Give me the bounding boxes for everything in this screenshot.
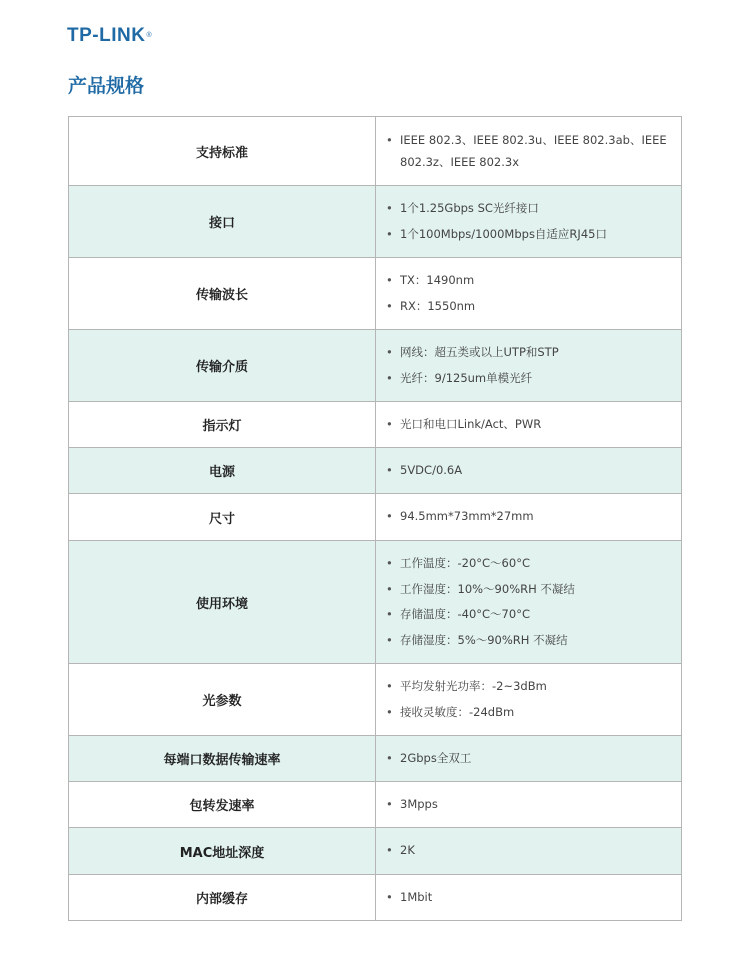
bullet-icon: •: [386, 370, 393, 385]
spec-values: [376, 186, 682, 258]
spec-row: [69, 664, 682, 736]
spec-values: [376, 828, 682, 875]
spec-value-text: 平均发射光功率：-2~3dBm: [400, 679, 547, 693]
spec-row: [69, 782, 682, 828]
spec-value-item: [386, 674, 681, 700]
spec-row: [69, 402, 682, 448]
spec-row: [69, 258, 682, 330]
spec-row: [69, 117, 682, 186]
spec-row: [69, 875, 682, 921]
spec-label: 每端口数据传输速率: [69, 736, 376, 782]
spec-value-item: [386, 129, 681, 173]
spec-value-item: [386, 700, 681, 726]
spec-value-text: 3Mpps: [400, 796, 438, 811]
spec-values: [376, 541, 682, 664]
spec-value-text: RX：1550nm: [400, 298, 476, 313]
bullet-icon: •: [386, 509, 393, 524]
spec-value-item: [386, 628, 681, 654]
spec-value-text: 5VDC/0.6A: [400, 462, 463, 477]
spec-values: [376, 258, 682, 330]
spec-values: [376, 736, 682, 782]
bullet-icon: •: [386, 345, 393, 359]
bullet-icon: •: [386, 704, 393, 719]
spec-label: 传输波长: [69, 258, 376, 330]
spec-value-item: [386, 268, 681, 294]
spec-row: [69, 186, 682, 258]
spec-value-text: 接收灵敏度：-24dBm: [400, 704, 515, 719]
bullet-icon: •: [386, 462, 393, 477]
bullet-icon: •: [386, 632, 393, 647]
bullet-icon: •: [386, 133, 393, 147]
bullet-icon: •: [386, 416, 393, 431]
spec-values: [376, 448, 682, 494]
spec-value-text: 2Gbps全双工: [400, 750, 472, 765]
section-title: 产品规格: [68, 75, 145, 97]
spec-value-text: 存储温度：-40°C～70°C: [400, 607, 530, 621]
spec-values: [376, 402, 682, 448]
spec-label: 包转发速率: [69, 782, 376, 828]
spec-value-text: 光纤：9/125um单模光纤: [400, 370, 533, 385]
spec-row: [69, 494, 682, 541]
spec-value-text: 工作湿度：10%～90%RH 不凝结: [400, 581, 575, 596]
spec-values: [376, 782, 682, 828]
bullet-icon: •: [386, 889, 393, 904]
spec-row: [69, 330, 682, 402]
spec-value-text: 光口和电口Link/Act、PWR: [400, 416, 542, 431]
tp-link-logo: TP-LINK®: [67, 25, 153, 46]
spec-value-text: 存储湿度：5%～90%RH 不凝结: [400, 632, 568, 647]
spec-row: [69, 541, 682, 664]
spec-values: [376, 117, 682, 186]
spec-value-text: IEEE 802.3、IEEE 802.3u、IEEE 802.3ab、IEEE 802.3z、IEEE 802.3x: [400, 133, 667, 169]
bullet-icon: •: [386, 679, 393, 693]
spec-value-text: 1Mbit: [400, 889, 433, 904]
spec-label: 指示灯: [69, 402, 376, 448]
spec-label: 支持标准: [69, 117, 376, 186]
spec-row: [69, 828, 682, 875]
spec-value-text: 2K: [400, 843, 415, 858]
spec-value-item: [386, 577, 681, 603]
spec-values: [376, 664, 682, 736]
bullet-icon: •: [386, 750, 393, 765]
bullet-icon: •: [386, 843, 393, 858]
spec-label: 内部缓存: [69, 875, 376, 921]
spec-value-item: [386, 222, 681, 248]
spec-values: [376, 494, 682, 541]
bullet-icon: •: [386, 201, 393, 215]
bullet-icon: •: [386, 226, 393, 241]
spec-value-text: 工作温度：-20°C～60°C: [400, 556, 530, 570]
spec-value-text: TX：1490nm: [400, 273, 475, 287]
spec-value-text: 1个1.25Gbps SC光纤接口: [400, 201, 539, 215]
spec-value-item: [386, 602, 681, 628]
spec-value-text: 1个100Mbps/1000Mbps自适应RJ45口: [400, 226, 607, 241]
spec-row: [69, 736, 682, 782]
bullet-icon: •: [386, 796, 393, 811]
bullet-icon: •: [386, 298, 393, 313]
spec-table-body: [69, 117, 682, 921]
spec-value-text: 94.5mm*73mm*27mm: [400, 509, 534, 524]
spec-value-item: [386, 366, 681, 392]
bullet-icon: •: [386, 581, 393, 596]
spec-value-item: [386, 885, 681, 911]
spec-label: 传输介质: [69, 330, 376, 402]
spec-label: 电源: [69, 448, 376, 494]
spec-value-item: [386, 412, 681, 438]
spec-values: [376, 330, 682, 402]
spec-value-item: [386, 551, 681, 577]
spec-label: 使用环境: [69, 541, 376, 664]
spec-values: [376, 875, 682, 921]
spec-label: MAC地址深度: [69, 828, 376, 875]
spec-value-item: [386, 746, 681, 772]
spec-value-text: 网线：超五类或以上UTP和STP: [400, 345, 559, 359]
spec-table: [68, 116, 682, 921]
spec-row: [69, 448, 682, 494]
bullet-icon: •: [386, 607, 393, 621]
spec-value-item: [386, 340, 681, 366]
spec-value-item: [386, 504, 681, 530]
spec-value-item: [386, 196, 681, 222]
spec-label: 光参数: [69, 664, 376, 736]
spec-label: 尺寸: [69, 494, 376, 541]
bullet-icon: •: [386, 273, 393, 287]
spec-label: 接口: [69, 186, 376, 258]
bullet-icon: •: [386, 556, 393, 570]
spec-value-item: [386, 458, 681, 484]
spec-value-item: [386, 294, 681, 320]
spec-value-item: [386, 838, 681, 864]
spec-value-item: [386, 792, 681, 818]
